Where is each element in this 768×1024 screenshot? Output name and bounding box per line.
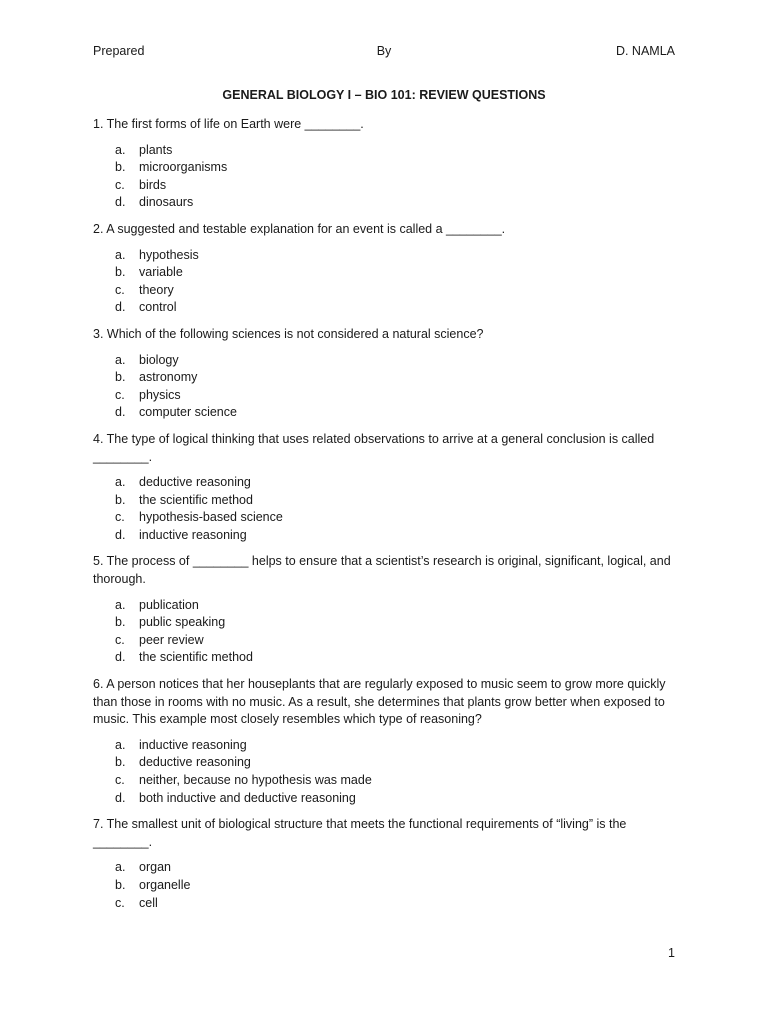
option-letter: b.	[115, 615, 126, 630]
answer-options	[93, 247, 683, 317]
option-text: birds	[139, 177, 167, 192]
answer-option	[93, 404, 683, 422]
option-letter: b.	[115, 265, 126, 280]
option-text: dinosaurs	[139, 195, 194, 210]
answer-option	[93, 754, 683, 772]
option-text: astronomy	[139, 370, 198, 385]
option-text: cell	[139, 895, 158, 910]
option-letter: a.	[115, 737, 126, 752]
option-text: biology	[139, 352, 179, 367]
option-text: public speaking	[139, 615, 226, 630]
option-text: inductive reasoning	[139, 737, 247, 752]
option-letter: a.	[115, 597, 126, 612]
option-text: hypothesis	[139, 247, 199, 262]
answer-option	[93, 299, 683, 317]
option-letter: b.	[115, 492, 126, 507]
option-letter: a.	[115, 860, 126, 875]
option-letter: a.	[115, 475, 126, 490]
answer-option	[93, 282, 683, 300]
option-letter: c.	[115, 387, 125, 402]
option-letter: c.	[115, 510, 125, 525]
option-letter: d.	[115, 405, 126, 420]
option-text: computer science	[139, 405, 237, 420]
header-author: D. NAMLA	[615, 44, 675, 58]
option-text: neither, because no hypothesis was made	[139, 773, 372, 787]
option-letter: a.	[115, 142, 126, 157]
option-letter: b.	[115, 755, 126, 770]
answer-option	[93, 790, 683, 808]
answer-options	[93, 859, 683, 912]
option-text: peer review	[139, 632, 204, 647]
option-letter: c.	[115, 773, 125, 787]
question-text: 7. The smallest unit of biological structure that meets the functional requirements of “living” is the ________.	[93, 817, 627, 849]
question-text: 5. The process of ________ helps to ensure that a scientist’s research is original, significant, logical, and thorough.	[93, 554, 671, 587]
page-number: 1	[668, 946, 675, 960]
option-letter: a.	[115, 352, 126, 367]
option-text: organelle	[139, 877, 191, 892]
header-prepared: Prepared	[93, 44, 145, 58]
option-letter: d.	[115, 195, 126, 210]
question-1	[93, 116, 683, 212]
question-text: 1. The first forms of life on Earth were ________.	[93, 117, 364, 131]
option-text: microorganisms	[139, 160, 228, 175]
answer-option	[93, 352, 683, 370]
question-3	[93, 326, 683, 422]
answer-option	[93, 509, 683, 527]
option-letter: a.	[115, 247, 126, 262]
answer-option	[93, 474, 683, 492]
option-letter: b.	[115, 877, 126, 892]
question-list	[93, 116, 683, 921]
option-text: plants	[139, 142, 173, 157]
option-text: both inductive and deductive reasoning	[139, 790, 356, 805]
answer-option	[93, 142, 683, 160]
answer-options	[93, 142, 683, 212]
option-text: publication	[139, 597, 199, 612]
option-text: hypothesis-based science	[139, 510, 283, 525]
option-text: deductive reasoning	[139, 755, 251, 770]
option-letter: d.	[115, 650, 126, 665]
option-text: organ	[139, 860, 171, 875]
answer-option	[93, 369, 683, 387]
answer-option	[93, 247, 683, 265]
answer-option	[93, 527, 683, 545]
question-text: 3. Which of the following sciences is not considered a natural science?	[93, 326, 484, 341]
option-text: inductive reasoning	[139, 527, 247, 542]
answer-option	[93, 895, 683, 913]
option-letter: c.	[115, 282, 125, 297]
answer-option	[93, 859, 683, 877]
answer-option	[93, 614, 683, 632]
question-text: 6. A person notices that her houseplants that are regularly exposed to music seem to grow more quickly than those in rooms with no music. As a result, she determines that plants grow better when exposed to music. This example most closely resembles which type of reasoning?	[93, 677, 666, 727]
answer-option	[93, 194, 683, 212]
option-letter: c.	[115, 177, 125, 192]
option-letter: c.	[115, 895, 125, 910]
answer-option	[93, 177, 683, 195]
option-text: the scientific method	[139, 650, 253, 665]
question-7	[93, 816, 683, 912]
document-title: GENERAL BIOLOGY I – BIO 101: REVIEW QUESTIONS	[222, 88, 546, 102]
option-letter: d.	[115, 527, 126, 542]
answer-option	[93, 159, 683, 177]
option-letter: b.	[115, 370, 126, 385]
header-by: By	[376, 44, 392, 58]
question-text: 4. The type of logical thinking that uses related observations to arrive at a general conclusion is called ________.	[93, 431, 655, 464]
answer-option	[93, 387, 683, 405]
option-letter: b.	[115, 160, 126, 175]
option-text: theory	[139, 282, 174, 297]
answer-option	[93, 877, 683, 895]
answer-option	[93, 649, 683, 667]
answer-option	[93, 737, 683, 755]
answer-options	[93, 737, 683, 807]
question-2	[93, 221, 683, 317]
answer-option	[93, 772, 683, 790]
answer-options	[93, 474, 683, 544]
option-text: physics	[139, 387, 181, 402]
option-letter: c.	[115, 632, 125, 647]
answer-option	[93, 264, 683, 282]
answer-options	[93, 352, 683, 422]
question-4	[93, 431, 683, 545]
option-letter: d.	[115, 300, 126, 315]
option-text: the scientific method	[139, 492, 253, 507]
answer-option	[93, 492, 683, 510]
question-5	[93, 553, 683, 667]
option-letter: d.	[115, 790, 126, 805]
question-6	[93, 676, 683, 807]
answer-options	[93, 597, 683, 667]
option-text: deductive reasoning	[139, 475, 251, 490]
page-header	[93, 44, 675, 62]
answer-option	[93, 632, 683, 650]
option-text: variable	[139, 265, 183, 280]
option-text: control	[139, 300, 177, 315]
question-text: 2. A suggested and testable explanation for an event is called a ________.	[93, 221, 506, 236]
answer-option	[93, 597, 683, 615]
